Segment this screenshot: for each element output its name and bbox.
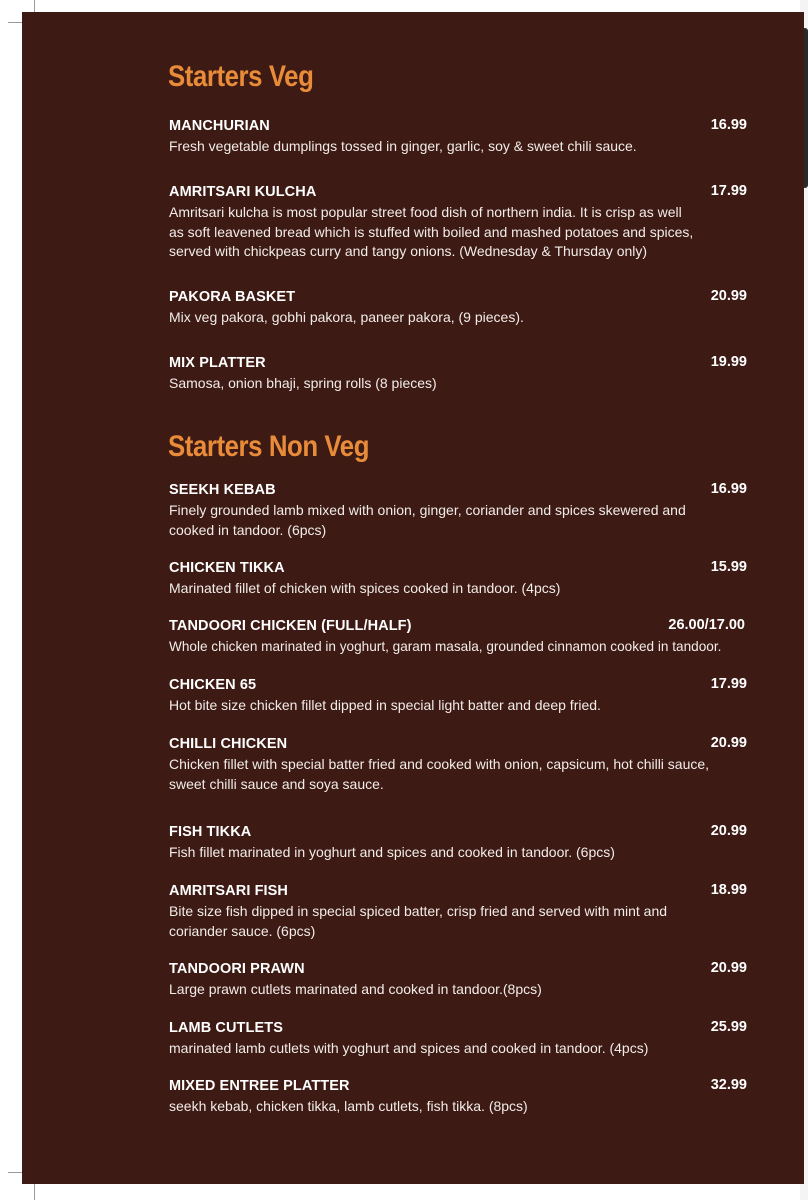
item-price: 17.99 xyxy=(710,183,747,199)
item-description: Whole chicken marinated in yoghurt, garam masala, grounded cinnamon cooked in tandoor. xyxy=(169,639,722,654)
item-description: Finely grounded lamb mixed with onion, ginger, coriander and spices skewered and cooked in tandoor. (6pcs) xyxy=(169,502,686,538)
item-description: Marinated fillet of chicken with spices cooked in tandoor. (4pcs) xyxy=(169,580,561,596)
item-price: 18.99 xyxy=(710,882,747,898)
item-price: 32.99 xyxy=(710,1077,747,1093)
item-name: PAKORA BASKET xyxy=(169,289,296,305)
item-name: LAMB CUTLETS xyxy=(169,1020,283,1036)
item-description: Bite size fish dipped in special spiced batter, crisp fried and served with mint and coriander sauce. (6pcs) xyxy=(169,903,668,939)
item-description: Hot bite size chicken fillet dipped in special light batter and deep fried. xyxy=(169,697,601,713)
menu-item-tandoori-prawn xyxy=(169,960,749,1000)
item-name: AMRITSARI KULCHA xyxy=(169,184,317,200)
menu-item-chilli-chicken xyxy=(169,735,749,794)
item-price: 20.99 xyxy=(710,735,747,751)
item-name: MANCHURIAN xyxy=(169,118,270,134)
crop-mark xyxy=(8,22,22,23)
item-description: Large prawn cutlets marinated and cooked in tandoor.(8pcs) xyxy=(169,981,542,997)
item-description: Fresh vegetable dumplings tossed in ginger, garlic, soy & sweet chili sauce. xyxy=(169,138,637,154)
item-price: 16.99 xyxy=(710,117,747,133)
item-name: TANDOORI PRAWN xyxy=(169,961,305,977)
menu-item-fish-tikka xyxy=(169,823,749,863)
menu-item-manchurian xyxy=(169,117,749,157)
section-title-starters-veg: Starters Veg xyxy=(168,60,314,93)
item-price: 26.00/17.00 xyxy=(668,617,745,633)
item-name: AMRITSARI FISH xyxy=(169,883,289,899)
item-price: 20.99 xyxy=(710,823,747,839)
menu-item-chicken-tikka xyxy=(169,559,749,599)
item-name: MIXED ENTREE PLATTER xyxy=(169,1078,350,1094)
item-name: CHICKEN 65 xyxy=(169,677,257,693)
menu-item-chicken-65 xyxy=(169,676,749,716)
crop-mark xyxy=(8,1172,22,1173)
item-name: CHILLI CHICKEN xyxy=(169,736,288,752)
item-description: Mix veg pakora, gobhi pakora, paneer pakora, (9 pieces). xyxy=(169,309,524,325)
item-description: seekh kebab, chicken tikka, lamb cutlets, fish tikka. (8pcs) xyxy=(169,1098,528,1114)
item-price: 19.99 xyxy=(710,354,747,370)
crop-mark xyxy=(34,1184,35,1200)
section-title-starters-non-veg: Starters Non Veg xyxy=(168,430,370,463)
item-description: Amritsari kulcha is most popular street food dish of northern india. It is crisp as well as soft leavened bread which is stuffed with boiled and mashed potatoes and spices, served with chickpeas curry and tangy onions. (Wednesday & Thursday only) xyxy=(169,204,694,260)
item-description: Samosa, onion bhaji, spring rolls (8 pieces) xyxy=(169,375,437,391)
item-name: TANDOORI CHICKEN (FULL/HALF) xyxy=(169,618,412,634)
menu-item-tandoori-chicken xyxy=(169,617,749,657)
item-description: Chicken fillet with special batter fried and cooked with onion, capsicum, hot chilli sauce, sweet chilli sauce and soya sauce. xyxy=(169,756,710,792)
menu-item-pakora-basket xyxy=(169,288,749,328)
item-name: CHICKEN TIKKA xyxy=(169,560,285,576)
menu-item-mix-platter xyxy=(169,354,749,394)
menu-item-lamb-cutlets xyxy=(169,1019,749,1059)
item-price: 17.99 xyxy=(710,676,747,692)
menu-item-seekh-kebab xyxy=(169,481,749,540)
item-price: 25.99 xyxy=(710,1019,747,1035)
item-name: FISH TIKKA xyxy=(169,824,252,840)
menu-item-mixed-entree-platter xyxy=(169,1077,749,1117)
item-price: 20.99 xyxy=(710,960,747,976)
item-description: marinated lamb cutlets with yoghurt and spices and cooked in tandoor. (4pcs) xyxy=(169,1040,649,1056)
crop-mark xyxy=(34,0,35,12)
item-name: MIX PLATTER xyxy=(169,355,266,371)
item-price: 15.99 xyxy=(710,559,747,575)
menu-item-amritsari-fish xyxy=(169,882,749,941)
item-description: Fish fillet marinated in yoghurt and spices and cooked in tandoor. (6pcs) xyxy=(169,844,615,860)
item-price: 16.99 xyxy=(710,481,747,497)
item-name: SEEKH KEBAB xyxy=(169,482,276,498)
item-price: 20.99 xyxy=(710,288,747,304)
menu-item-amritsari-kulcha xyxy=(169,183,749,262)
